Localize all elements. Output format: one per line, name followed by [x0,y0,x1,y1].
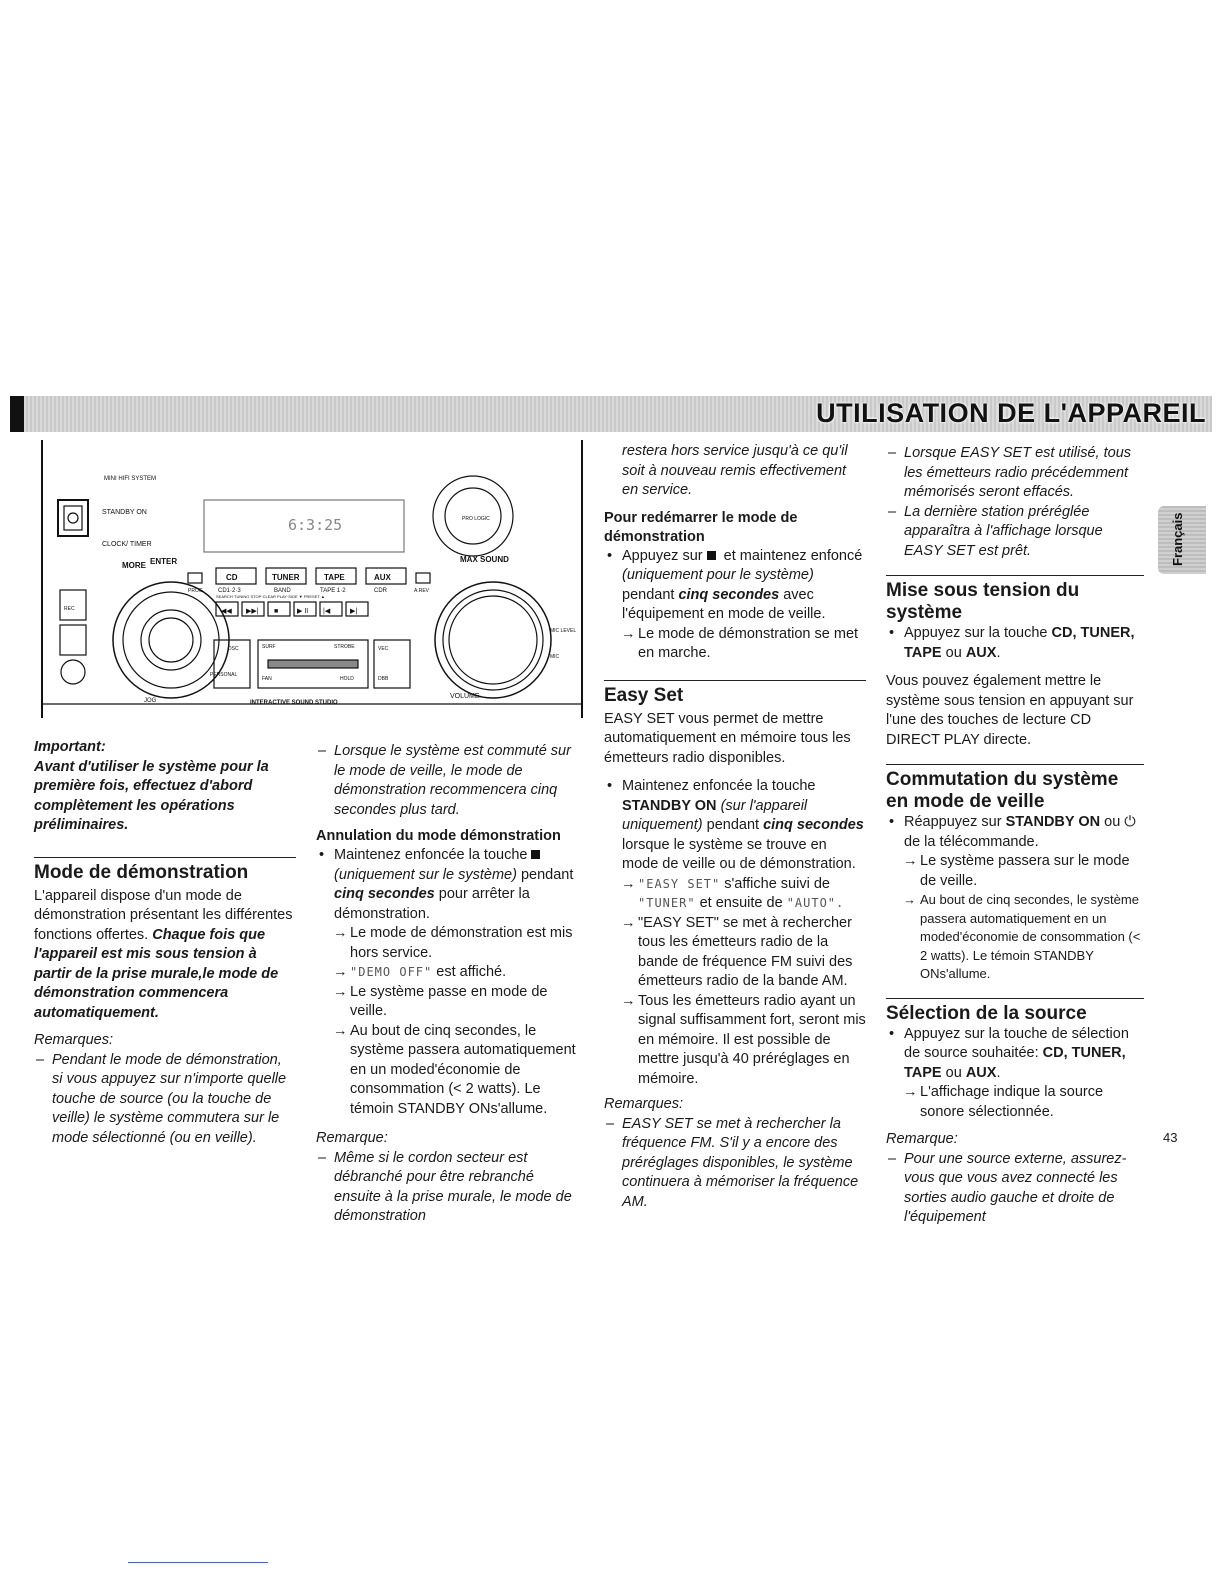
arrow-item: → Tous les émetteurs radio ayant un signal suffisamment fort, seront mis en mémoire. Il est possible de mettre jusqu'à 40 préréglages en mémoire. [621,992,866,1087]
clock-timer-label: CLOCK/ TIMER [102,541,152,548]
enter-label: ENTER [150,557,178,566]
stop-square-icon [707,551,716,560]
section-title-cancel-demo: Annulation du mode démonstration [316,828,561,844]
arrow-right-icon: → [621,625,636,642]
arrow-right-icon: → [903,1084,918,1100]
section-title-restart-demo: Pour redémarrer le mode de démonstration [604,509,798,545]
aux-button-label: AUX [374,573,391,582]
section-rule [886,764,1144,765]
display-digits: 6:3:25 [288,516,343,534]
remarks-title: Remarques: [34,1032,113,1048]
section-rule [886,575,1144,576]
arrow-item: → Le système passera sur le mode de veille. [903,853,1130,889]
pro-logic-label: PRO LOGIC [462,516,490,522]
bullet-item: • Réappuyez sur STANDBY ON ou ⏻ de la télécommande. [886,813,1144,852]
arrow-item: → "EASY SET" s'affiche suivi de "TUNER" et ensuite de "AUTO". [621,875,845,911]
arrow-right-icon: → [621,875,636,892]
remark-item: – Lorsque EASY SET est utilisé, tous les émetteurs radio précédemment mémorisés seront effacés. [888,445,1132,500]
surf-label: SURF [262,644,276,650]
transport-play-pause: ▶ II [297,608,309,615]
page-title: UTILISATION DE L'APPAREIL [816,398,1206,428]
fan-label: FAN [262,676,272,682]
section-title-source: Sélection de la source [886,1002,1087,1024]
section-title-easy-set: Easy Set [604,684,684,706]
arrow-right-icon: → [333,1022,348,1039]
footer-line [128,1562,268,1563]
arrow-item: → Au bout de cinq secondes, le système passera automatiquement en un moded'économie de consommation (< 2 watts). Le témoin STANDBY ONs'allume. [333,1022,576,1117]
transport-next: ▶| [350,608,358,615]
transport-forward: ▶▶| [246,608,259,615]
remark-item: – Pendant le mode de démonstration, si vous appuyez sur n'importe quelle touche de source (ou la touche de veille) le système commutera sur le mode sélectionné (ou en veille). [36,1051,287,1146]
arrow-item: → "DEMO OFF" est affiché. [316,963,578,983]
jog-label: JOG [144,698,157,704]
column-3 [604,442,866,1212]
bullet-item: • Appuyez sur la touche CD, TUNER, TAPE ou AUX. [886,624,1144,663]
dsc-label: DSC [228,646,239,652]
arrow-right-icon: → [903,853,918,869]
cdr-label: CDR [374,588,387,594]
tape12-label: TAPE 1·2 [320,588,346,594]
column-2 [316,742,578,1227]
transport-prev: |◀ [323,608,331,615]
prog-label: PROG [188,588,203,594]
section-rule [34,857,296,858]
arrow-item: → "EASY SET" se met à rechercher tous les émetteurs radio de la bande de fréquence FM suivi des émetteurs radio de la bande AM. [621,914,853,989]
arrow-right-icon: → [903,892,916,907]
remark-title: Remarque: [316,1130,388,1146]
arrow-item: → Au bout de cinq secondes, le système passera automatiquement en un moded'économie de consommation (< 2 watts). Le témoin STANDBY ONs'allume. [903,892,1141,981]
dbb-label: DBB [378,676,389,682]
section-rule [886,998,1144,999]
mic-label: MIC [550,654,560,660]
transport-rewind: ◀◀ [221,608,232,615]
important-title: Important: [34,739,106,755]
arrow-right-icon: → [621,992,636,1009]
strobe-label: STROBE [334,644,355,650]
language-tab-label: Français [1170,512,1185,566]
remarks-title: Remarques: [604,1096,683,1112]
personal-label: PERSONAL [210,672,238,678]
continued-text: restera hors service jusqu'à ce qu'il soit à nouveau remis effectivement en service. [622,443,848,498]
vec-label: VEC [378,646,389,652]
arrow-right-icon: → [621,914,636,931]
arrow-right-icon: → [333,925,348,941]
transport-sub-labels: SEARCH·TUNING STOP·CLEAR PLAY·SIDE ▼ PRESET ▲ [216,594,325,599]
section-rule [604,680,866,681]
bullet-item: • Maintenez enfoncée la touche (uniquement sur le système) pendant cinq secondes pour arrêter la démonstration. [316,846,578,924]
page-number: 43 [1163,1130,1178,1145]
cd-button-label: CD [226,573,238,582]
bullet-item: • Appuyez sur la touche de sélection de source souhaitée: CD, TUNER, TAPE ou AUX. [886,1025,1144,1084]
cd123-label: CD1·2·3 [218,588,241,594]
remark-title: Remarque: [886,1131,958,1147]
remark-item: – Pour une source externe, assurez-vous que vous avez connecté les sorties audio gauche et droite de l'équipement [888,1150,1127,1225]
remark-item: – La dernière station préréglée apparaîtra à l'affichage lorsque EASY SET est prêt. [888,503,1103,559]
mic-level-label: MIC LEVEL [550,628,577,634]
rec-label: REC [64,606,75,612]
more-label: MORE [122,561,146,570]
bullet-item: • Maintenez enfoncée la touche STANDBY ON (sur l'appareil uniquement) pendant cinq secondes lorsque le système se trouve en mode de veille ou de démonstration. [604,777,866,875]
column-1 [34,738,296,1148]
column-4 [886,444,1144,1228]
interactive-sound-studio-label: INTERACTIVE SOUND STUDIO [250,700,338,706]
remark-item: – EASY SET se met à rechercher la fréquence FM. S'il y a encore des préréglages disponibles, le système continuera à mémoriser la fréquence AM. [606,1115,859,1210]
section-title-demo-mode: Mode de démonstration [34,861,249,883]
important-text: Avant d'utiliser le système pour la première fois, effectuez d'abord complètement les opérations préliminaires. [34,758,269,833]
arrow-item: → Le système passe en mode de veille. [333,983,548,1019]
arrow-item: → L'affichage indique la source sonore sélectionnée. [903,1084,1104,1120]
arrow-right-icon: → [333,964,348,980]
section-title-power-on: Mise sous tension du système [886,580,1080,623]
remark-item: – Lorsque le système est commuté sur le mode de veille, le mode de démonstration recommencera cinq secondes plus tard. [318,743,571,818]
arrow-right-icon: → [333,983,348,1000]
brand-label: MINI HIFI SYSTEM [104,476,157,482]
stop-square-icon [531,850,540,859]
bullet-item: • Appuyez sur et maintenez enfoncé (uniquement pour le système) pendant cinq secondes avec l'équipement en mode de veille. [604,547,866,625]
remark-item: – Même si le cordon secteur est débranché pour être rebranché ensuite à la prise murale, le mode de démonstration [318,1149,572,1224]
power-icon: ⏻ [1124,814,1136,830]
standby-label: STANDBY ON [102,509,147,516]
tuner-button-label: TUNER [272,573,300,582]
hold-label: HOLD [340,676,354,682]
arev-label: A.REV [414,588,430,594]
transport-stop: ■ [274,608,279,615]
demo-mode-bold: Chaque fois que l'appareil est mis sous tension à partir de la prise murale,le mode de démonstration commencera automatiquement. [34,926,279,1021]
arrow-item: → Le mode de démonstration se met en marche. [621,625,859,661]
band-label: BAND [274,588,291,594]
volume-label: VOLUME [450,693,480,700]
device-front-panel-diagram [38,440,584,722]
section-title-standby: Commutation du système en mode de veille [886,769,1119,812]
tape-button-label: TAPE [324,573,345,582]
power-text: Vous pouvez également mettre le système sous tension en appuyant sur l'une des touches de lecture CD DIRECT PLAY directe. [886,673,1134,748]
demo-mode-text: L'appareil dispose d'un mode de démonstration présentant les différentes fonctions offertes. [34,887,293,943]
max-sound-label: MAX SOUND [460,555,509,564]
easy-set-text: EASY SET vous permet de mettre automatiquement en mémoire tous les émetteurs radio disponibles. [604,710,851,766]
arrow-item: → Le mode de démonstration est mis hors service. [333,925,573,961]
